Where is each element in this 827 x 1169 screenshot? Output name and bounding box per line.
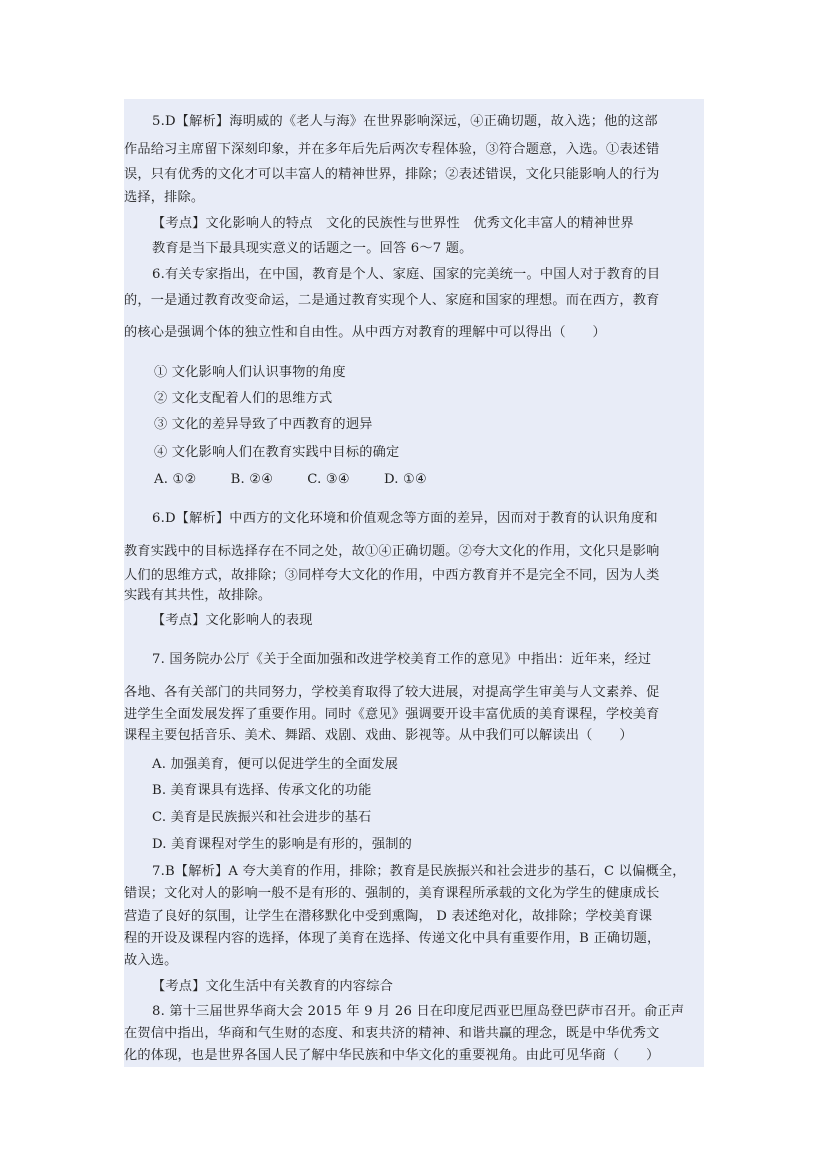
q6-option-1: ① 文化影响人们认识事物的角度 — [154, 365, 346, 380]
q5-answer-line: 作品给习主席留下深刻印象，并在多年后先后两次专程体验，③符合题意，入选。①表述错 — [124, 142, 660, 157]
q7-option-b: B. 美育课具有选择、传承文化的功能 — [152, 783, 372, 798]
q7-option-a: A. 加强美育，便可以促进学生的全面发展 — [152, 757, 399, 772]
q6-answer-line: 实践有其共性，故排除。 — [124, 588, 272, 603]
q7-option-c: C. 美育是民族振兴和社会进步的基石 — [152, 810, 372, 825]
q6-stem-line: 的，一是通过教育改变命运，二是通过教育实现个人、家庭和国家的理想。而在西方，教育 — [124, 293, 660, 308]
q6-answer-line: 人们的思维方式，故排除；③同样夸大文化的作用，中西方教育并不是完全不同，因为人类 — [124, 568, 660, 583]
q7-answer-line: 故入选。 — [124, 953, 178, 968]
q7-kaodian: 【考点】文化生活中有关教育的内容综合 — [152, 979, 393, 994]
q5-answer-line: 选择，排除。 — [124, 190, 205, 205]
q8-stem-line: 8. 第十三届世界华商大会 2015 年 9 月 26 日在印度尼西亚巴厘岛登巴萨市召开。俞正声 — [152, 1004, 685, 1019]
q5-answer-line: 5.D【解析】海明威的《老人与海》在世界影响深远，④正确切题，故入选；他的这部 — [152, 114, 658, 129]
q6-kaodian: 【考点】文化影响人的表现 — [152, 613, 313, 628]
q8-stem-line: 化的体现，也是世界各国人民了解中华民族和中华文化的重要视角。由此可见华商（ ） — [124, 1048, 660, 1063]
intro-6-7: 教育是当下最具现实意义的话题之一。回答 6～7 题。 — [152, 241, 473, 256]
q7-option-d: D. 美育课程对学生的影响是有形的，强制的 — [152, 837, 413, 852]
q7-stem-line: 进学生全面发展发挥了重要作用。同时《意见》强调要开设丰富优质的美育课程，学校美育 — [124, 707, 660, 722]
q6-answer-line: 教育实践中的目标选择存在不同之处，故①④正确切题。②夸大文化的作用，文化只是影响 — [124, 544, 660, 559]
q7-answer-line: 错误；文化对人的影响一般不是有形的、强制的，美育课程所承载的文化为学生的健康成长 — [124, 886, 660, 901]
q6-stem-line: 的核心是强调个体的独立性和自由性。从中西方对教育的理解中可以得出（ ） — [124, 325, 606, 340]
q5-kaodian: 【考点】文化影响人的特点 文化的民族性与世界性 优秀文化丰富人的精神世界 — [152, 216, 634, 231]
q6-choices — [124, 472, 704, 488]
q6-choice-d: D. ①④ — [383, 472, 428, 487]
q7-answer-line: 营造了良好的氛围，让学生在潜移默化中受到熏陶， D 表述绝对化，故排除；学校美育课 — [124, 909, 653, 924]
q7-stem-line: 课程主要包括音乐、美术、舞蹈、戏剧、戏曲、影视等。从中我们可以解读出（ ） — [124, 728, 633, 743]
q6-stem-line: 6.有关专家指出，在中国，教育是个人、家庭、国家的完美统一。中国人对于教育的目 — [152, 267, 661, 282]
q6-choice-c: C. ③④ — [307, 472, 350, 487]
q6-answer-line: 6.D【解析】中西方的文化环境和价值观念等方面的差异，因而对于教育的认识角度和 — [152, 511, 658, 526]
q6-choice-a: A. ①② — [154, 472, 197, 487]
q6-option-2: ② 文化支配着人们的思维方式 — [154, 391, 333, 406]
q7-stem-line: 各地、各有关部门的共同努力，学校美育取得了较大进展，对提高学生审美与人文素养、促 — [124, 685, 660, 700]
q7-stem-line: 7. 国务院办公厅《关于全面加强和改进学校美育工作的意见》中指出：近年来，经过 — [152, 652, 652, 667]
q6-option-4: ④ 文化影响人们在教育实践中目标的确定 — [154, 445, 400, 460]
document-page — [124, 99, 704, 1067]
q6-choice-b: B. ②④ — [230, 472, 274, 487]
q8-stem-line: 在贺信中指出，华商和气生财的态度、和衷共济的精神、和谐共赢的理念，既是中华优秀文 — [124, 1026, 660, 1041]
q5-answer-line: 误，只有优秀的文化才可以丰富人的精神世界，排除；②表述错误，文化只能影响人的行为 — [124, 167, 660, 182]
q7-answer-line: 7.B【解析】A 夸大美育的作用，排除；教育是民族振兴和社会进步的基石，C 以偏概全， — [152, 864, 686, 879]
q7-answer-line: 程的开设及课程内容的选择，体现了美育在选择、传递文化中具有重要作用，B 正确切题， — [124, 931, 661, 946]
q6-option-3: ③ 文化的差异导致了中西教育的迥异 — [154, 417, 373, 432]
